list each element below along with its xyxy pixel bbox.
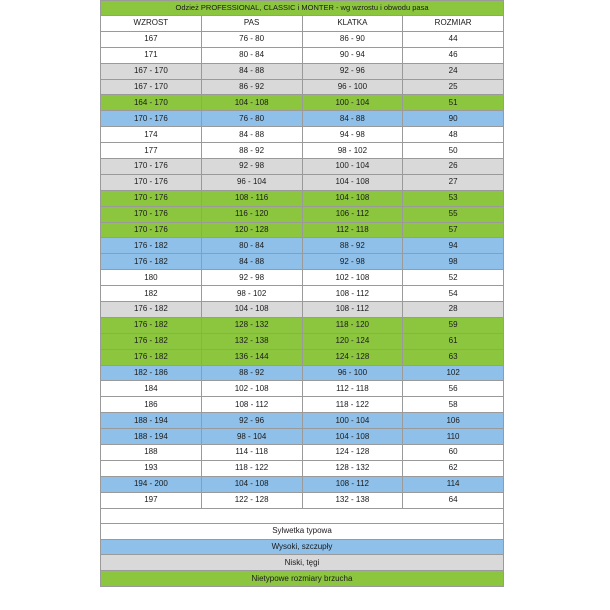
cell-klatka: 106 - 112 (302, 206, 403, 222)
cell-pas: 84 - 88 (201, 254, 302, 270)
cell-rozmiar: 54 (403, 286, 504, 302)
cell-rozmiar: 90 (403, 111, 504, 127)
table-row (101, 286, 504, 302)
cell-klatka: 124 - 128 (302, 349, 403, 365)
cell-wzrost: 182 (101, 286, 202, 302)
cell-rozmiar: 106 (403, 413, 504, 429)
cell-pas: 84 - 88 (201, 127, 302, 143)
cell-klatka: 100 - 104 (302, 95, 403, 111)
cell-pas: 80 - 84 (201, 47, 302, 63)
cell-pas: 84 - 88 (201, 63, 302, 79)
table-row (101, 238, 504, 254)
table-row (101, 206, 504, 222)
cell-wzrost: 164 - 170 (101, 95, 202, 111)
table-row (101, 254, 504, 270)
spacer-row (101, 508, 504, 523)
header-pas: PAS (201, 16, 302, 32)
cell-pas: 96 - 104 (201, 174, 302, 190)
cell-wzrost: 170 - 176 (101, 111, 202, 127)
spacer-cell (101, 508, 504, 523)
table-title: Odzież PROFESSIONAL, CLASSIC i MONTER - wg wzrostu i obwodu pasa (101, 1, 504, 16)
cell-rozmiar: 57 (403, 222, 504, 238)
cell-rozmiar: 98 (403, 254, 504, 270)
cell-rozmiar: 94 (403, 238, 504, 254)
cell-klatka: 118 - 120 (302, 317, 403, 333)
legend-label: Niski, tęgi (101, 555, 504, 571)
legend-row (101, 571, 504, 587)
table-row (101, 222, 504, 238)
cell-klatka: 98 - 102 (302, 143, 403, 159)
cell-wzrost: 176 - 182 (101, 349, 202, 365)
header-klatka: KLATKA (302, 16, 403, 32)
cell-rozmiar: 56 (403, 381, 504, 397)
cell-wzrost: 194 - 200 (101, 476, 202, 492)
table-row (101, 317, 504, 333)
cell-pas: 98 - 102 (201, 286, 302, 302)
table-row (101, 127, 504, 143)
cell-klatka: 88 - 92 (302, 238, 403, 254)
cell-klatka: 124 - 128 (302, 445, 403, 461)
cell-klatka: 90 - 94 (302, 47, 403, 63)
cell-rozmiar: 110 (403, 429, 504, 445)
cell-pas: 132 - 138 (201, 333, 302, 349)
cell-rozmiar: 60 (403, 445, 504, 461)
cell-wzrost: 170 - 176 (101, 206, 202, 222)
cell-wzrost: 170 - 176 (101, 174, 202, 190)
cell-wzrost: 167 - 170 (101, 79, 202, 95)
table-row (101, 460, 504, 476)
cell-pas: 104 - 108 (201, 476, 302, 492)
cell-pas: 80 - 84 (201, 238, 302, 254)
table-row (101, 365, 504, 381)
cell-klatka: 92 - 98 (302, 254, 403, 270)
legend-row (101, 555, 504, 571)
table-row (101, 429, 504, 445)
cell-wzrost: 184 (101, 381, 202, 397)
cell-klatka: 100 - 104 (302, 159, 403, 175)
cell-wzrost: 188 - 194 (101, 429, 202, 445)
cell-pas: 76 - 80 (201, 31, 302, 47)
cell-klatka: 112 - 118 (302, 381, 403, 397)
cell-klatka: 104 - 108 (302, 429, 403, 445)
table-row (101, 413, 504, 429)
cell-pas: 108 - 116 (201, 190, 302, 206)
cell-wzrost: 182 - 186 (101, 365, 202, 381)
table-row (101, 79, 504, 95)
cell-pas: 120 - 128 (201, 222, 302, 238)
cell-pas: 104 - 108 (201, 302, 302, 318)
cell-pas: 86 - 92 (201, 79, 302, 95)
cell-rozmiar: 59 (403, 317, 504, 333)
cell-wzrost: 176 - 182 (101, 238, 202, 254)
cell-klatka: 108 - 112 (302, 476, 403, 492)
table-row (101, 397, 504, 413)
cell-rozmiar: 114 (403, 476, 504, 492)
cell-wzrost: 176 - 182 (101, 302, 202, 318)
cell-klatka: 108 - 112 (302, 286, 403, 302)
cell-wzrost: 176 - 182 (101, 333, 202, 349)
table-row (101, 95, 504, 111)
cell-wzrost: 180 (101, 270, 202, 286)
header-rozmiar: ROZMIAR (403, 16, 504, 32)
table-row (101, 445, 504, 461)
cell-wzrost: 170 - 176 (101, 222, 202, 238)
size-table (100, 0, 504, 587)
table-row (101, 476, 504, 492)
table-row (101, 302, 504, 318)
header-row (101, 16, 504, 32)
cell-wzrost: 188 - 194 (101, 413, 202, 429)
cell-rozmiar: 24 (403, 63, 504, 79)
cell-pas: 122 - 128 (201, 492, 302, 508)
cell-rozmiar: 53 (403, 190, 504, 206)
cell-rozmiar: 62 (403, 460, 504, 476)
cell-pas: 92 - 98 (201, 159, 302, 175)
legend-label: Sylwetka typowa (101, 523, 504, 539)
cell-pas: 102 - 108 (201, 381, 302, 397)
cell-wzrost: 171 (101, 47, 202, 63)
table-row (101, 333, 504, 349)
cell-rozmiar: 44 (403, 31, 504, 47)
cell-rozmiar: 52 (403, 270, 504, 286)
cell-pas: 88 - 92 (201, 143, 302, 159)
cell-wzrost: 177 (101, 143, 202, 159)
table-row (101, 270, 504, 286)
cell-rozmiar: 55 (403, 206, 504, 222)
cell-klatka: 104 - 108 (302, 174, 403, 190)
cell-klatka: 132 - 138 (302, 492, 403, 508)
cell-rozmiar: 26 (403, 159, 504, 175)
cell-pas: 114 - 118 (201, 445, 302, 461)
cell-wzrost: 193 (101, 460, 202, 476)
cell-pas: 98 - 104 (201, 429, 302, 445)
cell-wzrost: 176 - 182 (101, 254, 202, 270)
table-row (101, 47, 504, 63)
cell-wzrost: 167 (101, 31, 202, 47)
cell-pas: 88 - 92 (201, 365, 302, 381)
cell-klatka: 112 - 118 (302, 222, 403, 238)
cell-klatka: 120 - 124 (302, 333, 403, 349)
cell-rozmiar: 50 (403, 143, 504, 159)
cell-klatka: 118 - 122 (302, 397, 403, 413)
cell-klatka: 96 - 100 (302, 365, 403, 381)
cell-rozmiar: 61 (403, 333, 504, 349)
cell-pas: 108 - 112 (201, 397, 302, 413)
legend-row (101, 523, 504, 539)
cell-rozmiar: 48 (403, 127, 504, 143)
cell-wzrost: 170 - 176 (101, 190, 202, 206)
cell-klatka: 94 - 98 (302, 127, 403, 143)
cell-klatka: 108 - 112 (302, 302, 403, 318)
cell-wzrost: 197 (101, 492, 202, 508)
table-row (101, 31, 504, 47)
cell-klatka: 96 - 100 (302, 79, 403, 95)
table-row (101, 349, 504, 365)
cell-rozmiar: 102 (403, 365, 504, 381)
cell-rozmiar: 28 (403, 302, 504, 318)
cell-wzrost: 188 (101, 445, 202, 461)
cell-klatka: 86 - 90 (302, 31, 403, 47)
cell-rozmiar: 25 (403, 79, 504, 95)
cell-pas: 116 - 120 (201, 206, 302, 222)
table-row (101, 143, 504, 159)
cell-rozmiar: 63 (403, 349, 504, 365)
legend-row (101, 539, 504, 555)
cell-rozmiar: 27 (403, 174, 504, 190)
cell-rozmiar: 46 (403, 47, 504, 63)
cell-klatka: 102 - 108 (302, 270, 403, 286)
cell-pas: 118 - 122 (201, 460, 302, 476)
cell-klatka: 92 - 96 (302, 63, 403, 79)
cell-wzrost: 176 - 182 (101, 317, 202, 333)
table-row (101, 111, 504, 127)
size-chart (100, 0, 504, 587)
cell-pas: 92 - 96 (201, 413, 302, 429)
table-row (101, 63, 504, 79)
cell-wzrost: 186 (101, 397, 202, 413)
header-wzrost: WZROST (101, 16, 202, 32)
table-row (101, 190, 504, 206)
cell-klatka: 104 - 108 (302, 190, 403, 206)
cell-pas: 128 - 132 (201, 317, 302, 333)
cell-rozmiar: 58 (403, 397, 504, 413)
cell-rozmiar: 51 (403, 95, 504, 111)
cell-pas: 104 - 108 (201, 95, 302, 111)
cell-rozmiar: 64 (403, 492, 504, 508)
cell-wzrost: 167 - 170 (101, 63, 202, 79)
table-row (101, 174, 504, 190)
cell-pas: 92 - 98 (201, 270, 302, 286)
cell-wzrost: 174 (101, 127, 202, 143)
table-row (101, 159, 504, 175)
table-title-row (101, 1, 504, 16)
legend-label: Wysoki, szczupły (101, 539, 504, 555)
table-row (101, 492, 504, 508)
cell-wzrost: 170 - 176 (101, 159, 202, 175)
cell-klatka: 100 - 104 (302, 413, 403, 429)
cell-pas: 76 - 80 (201, 111, 302, 127)
cell-pas: 136 - 144 (201, 349, 302, 365)
cell-klatka: 84 - 88 (302, 111, 403, 127)
cell-klatka: 128 - 132 (302, 460, 403, 476)
legend-label: Nietypowe rozmiary brzucha (101, 571, 504, 587)
table-row (101, 381, 504, 397)
